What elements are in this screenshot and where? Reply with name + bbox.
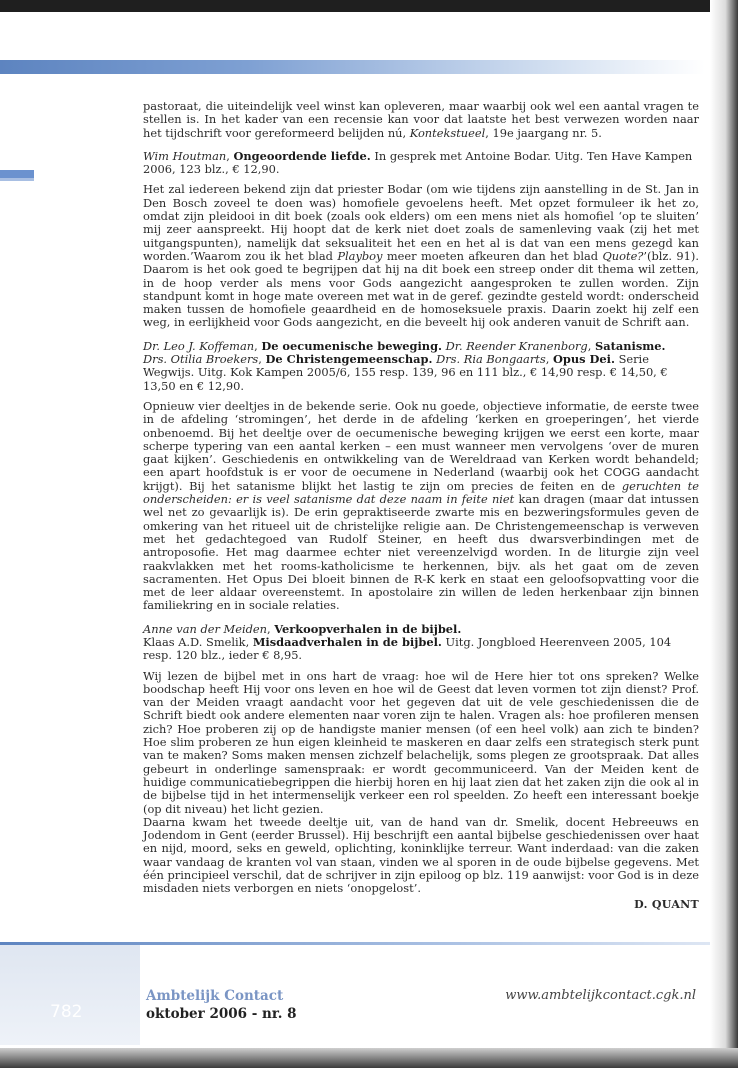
review-3-author-1: Anne van der Meiden: [143, 621, 267, 636]
header-accent-bar: [0, 60, 705, 74]
review-2-details: Serie Wegwijs. Uitg. Kok Kampen 2005/6, 155 resp. 139, 96 en 111 blz., € 14,90 resp. € 14,50, € 13,50 en € 12,90.: [143, 352, 668, 393]
review-3-body-1: Wij lezen de bijbel met in ons hart de vraag: hoe wil de Here hier tot ons spreken? Welke boodschap heeft Hij voor ons leven en hoe wil de Geest dat leven vormen tot zijn dienst? Prof. van der Meiden vraagt aandacht voor het gegeven dat uit de vele geschiedenissen die de Schrift biedt ook andere elementen naar voren zijn te halen. Vragen als: hoe profileren mensen zich? Hoe proberen zij op de handigste manier mensen (of een heel volk) aan zich te binden? Hoe slim proberen ze hun eigen kleinheid te maskeren en daar zelfs een strategisch sterk punt van te maken? Soms maken mensen zichzelf belachelijk, soms plegen ze grootspraak. Dat alles gebeurt in onderlinge samenspraak: er wordt gecommuniceerd. Van der Meiden kent de huidige communicatiebegrippen die hierbij horen en hij laat zien dat het zaken zijn die ook al in de bijbelse tijd in het intermenselijk verkeer een rol speelden. Zo heeft een interessant boekje (op dit niveau) het licht gezien.: [143, 668, 700, 816]
review-3-details: Uitg. Jongbloed Heerenveen 2005, 104 resp. 120 blz., ieder € 8,95.: [143, 634, 672, 663]
scan-top-edge: [0, 0, 738, 12]
review-2-body: Opnieuw vier deeltjes in de bekende serie. Ook nu goede, objectieve informatie, de eerste twee in de afdeling ‘stromingen’, het derde in de afdeling ‘kerken en groeperingen’, het vierde onbenoemd. Bij het deeltje over de oecumenische beweging krijgen we eerst een korte, maar scherpe typering van een aantal kerken – een must wanneer men vervolgens ‘over de muren gaat kijken’. Geschiedenis en ontwikkeling van de Wereldraad van Kerken wordt behandeld; een apart hoofdstuk is er voor de oecumene in Nederland (waarbij ook het COGG aandacht krijgt). Bij het satanisme blijkt het lastig te zijn om precies de feiten en de geruchten te onderscheiden: er is veel satanisme dat deze naam in feite niet kan dragen (maar dat intussen wel net zo gevaarlijk is). De erin gepraktiseerde zwarte mis en bezweringsformules geven de omkering van het ritueel uit de christelijke religie aan. De Christengemeenschap is verweven met het gedachtegoed van Rudolf Steiner, en heeft dus dwarsverbindingen met de antroposofie. Het mag daarmee echter niet vereenzelvigd worden. In de liturgie zijn veel raakvlakken met het rooms-katholicisme te herkennen, bijv. als het gaat om de zeven sacramenten. Het Opus Dei bloeit binnen de R-K kerk en staat een geloofsopvatting voor die met de leer aldaar overeenstemt. In apostolaire zin willen de leden herkenbaar zijn binnen familiekring en in sociale relaties.: [143, 398, 700, 613]
review-3-body-2: Daarna kwam het tweede deeltje uit, van de hand van dr. Smelik, docent Hebreeuws en Jodendom in Gent (eerder Brussel). Hij beschrijft een aantal bijbelse geschiedenissen over haat en nijd, moord, seks en geweld, oplichting, koninklijke terreur. Want inderdaad: van die zaken waar vandaag de kranten vol van staan, vinden we al sporen in de oude bijbelse gegevens. Met één principieel verschil, dat de schrijver in zijn epiloog op blz. 119 aanwijst: voor God is in deze misdaden niets verborgen en niets ‘onopgelost’.: [143, 814, 699, 896]
magazine-name: Ambtelijk Contact: [146, 988, 284, 1004]
review-2-reference: Dr. Leo J. Koffeman, De oecumenische beweging. Dr. Reender Kranenborg, Satanisme. Drs. Otilia Broekers, De Christengemeenschap. Drs. Ria Bongaarts, Opus Dei. Serie Wegwijs. Uitg. Kok Kampen 2005/6, 155 resp. 139, 96 en 111 blz., € 14,90 resp. € 14,50, € 13,50 en € 12,90.: [143, 338, 668, 393]
margin-tab-shadow: [0, 178, 34, 181]
margin-tab: [0, 170, 34, 178]
review-1-title: Ongeoordende liefde.: [233, 148, 371, 163]
review-3-title-2: Misdaadverhalen in de bijbel.: [252, 634, 442, 649]
review-2-title-1: De oecumenische beweging.: [261, 338, 442, 353]
review-1-body: Het zal iedereen bekend zijn dat priester Bodar (om wie tijdens zijn aanstelling in de St. Jan in Den Bosch zoveel te doen was) homofiele gevoelens heeft. Met opzet formuleer ik het zo, omdat zijn pleidooi in dit boek (zoals ook elders) om een mens niet als homofiel ‘op te sluiten’ mij zeer aanspreekt. Hij hoopt dat de kerk niet doet zoals de samenleving vaak (zij het met uitgangspunten), namelijk dat seksualiteit het een en het al is dat van een mens gezegd kan worden.’Waarom zou ik het blad Playboy meer moeten afkeuren dan het blad Quote?’(blz. 91). Daarom is het ook goed te begrijpen dat hij na dit boek een streep onder dit thema wil zetten, in de hoop verder als mens voor Gods aangezicht aangesproken te zullen worden. Zijn standpunt komt in hoge mate overeen met wat in de geref. gezindte gesteld wordt: onderscheid maken tussen de homofiele geaardheid en de homoseksuele praxis. Daarin zoekt hij zelf een weg, in eerlijkheid voor Gods aangezicht, en die beveelt hij ook anderen vanuit de Schrift aan.: [143, 182, 699, 330]
review-2-author-4: Drs. Ria Bongaarts: [436, 352, 546, 367]
review-2-author-1: Dr. Leo J. Koffeman: [143, 338, 255, 353]
review-2-author-2: Dr. Reender Kranenborg: [445, 338, 588, 353]
review-2-title-3: De Christengemeenschap.: [265, 352, 433, 367]
review-2-title-4: Opus Dei.: [552, 352, 615, 367]
scan-bottom-edge: [0, 1048, 738, 1068]
review-1-details: In gesprek met Antoine Bodar. Uitg. Ten Have Kampen 2006, 123 blz., € 12,90.: [143, 148, 693, 177]
review-1-reference: Wim Houtman, Ongeoordende liefde. In gesprek met Antoine Bodar. Uitg. Ten Have Kampen 2006, 123 blz., € 12,90.: [143, 148, 693, 177]
issue-label: oktober 2006 - nr. 8: [146, 1006, 297, 1022]
review-2-title-2: Satanisme.: [594, 338, 666, 353]
journal-name: Kontekstueel: [409, 125, 486, 140]
intro-paragraph: pastoraat, die uiteindelijk veel winst kan opleveren, maar waarbij ook wel een aantal vragen te stellen is. In het kader van een recensie kan voor dat laatste het best verwezen worden naar het tijdschrift voor gereformeerd belijden nú, Kontekstueel, 19e jaargang nr. 5.: [143, 99, 699, 140]
website-url[interactable]: www.ambtelijkcontact.cgk.nl: [505, 988, 696, 1003]
review-2-author-3: Drs. Otilia Broekers: [143, 352, 259, 367]
review-3-reference: Anne van der Meiden, Verkoopverhalen in de bijbel. Klaas A.D. Smelik, Misdaadverhalen in de bijbel. Uitg. Jongbloed Heerenveen 2005, 104 resp. 120 blz., ieder € 8,95.: [143, 621, 672, 663]
review-1-author: Wim Houtman: [143, 148, 227, 163]
scan-right-edge: [710, 0, 738, 1068]
article-body: [143, 100, 699, 911]
review-3-title-1: Verkoopverhalen in de bijbel.: [274, 621, 462, 636]
footer-page-block: [0, 945, 140, 1045]
page-number: 782: [50, 1002, 83, 1022]
signature: D. QUANT: [634, 897, 699, 911]
review-3-author-2: Klaas A.D. Smelik: [143, 634, 246, 649]
